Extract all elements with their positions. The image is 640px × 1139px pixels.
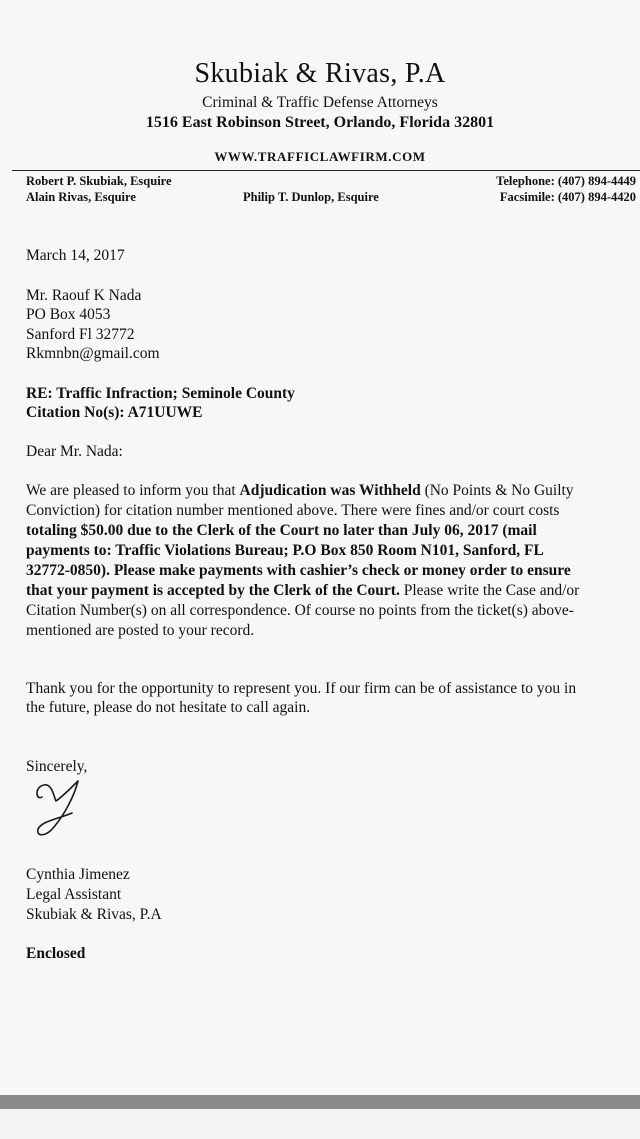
handwritten-signature xyxy=(28,775,98,841)
body-text: (mail xyxy=(498,522,537,539)
closing-line-1: Thank you for the opportunity to represent you. If our firm can be of assistance to you in xyxy=(26,680,577,697)
citation-number: Citation No(s): A71UUWE xyxy=(26,404,203,421)
signer-name: Cynthia Jimenez xyxy=(26,866,130,883)
body-line-6 xyxy=(26,581,640,602)
body-line-7: Citation Number(s) on all correspondence. Of course no points from the ticket(s) above- xyxy=(26,602,574,619)
enclosure-note: Enclosed xyxy=(26,945,86,962)
body-line-5: 32772-0850). Please make payments with cashier’s check or money order to ensure xyxy=(26,562,571,579)
closing-line-2: the future, please do not hesitate to call again. xyxy=(26,699,311,716)
fax-number: Facsimile: (407) 894-4420 xyxy=(499,190,636,204)
sign-off: Sincerely, xyxy=(26,758,88,775)
bottom-strip xyxy=(0,1109,640,1139)
firm-name: Skubiak & Rivas, P.A xyxy=(194,58,446,89)
body-text: We are pleased to inform you that xyxy=(26,482,240,499)
recipient-name: Mr. Raouf K Nada xyxy=(26,287,142,304)
attorney-rivas: Alain Rivas, Esquire xyxy=(26,190,136,204)
bottom-gray-bar xyxy=(0,1095,640,1109)
letterhead-divider xyxy=(12,170,640,171)
body-line-1 xyxy=(26,481,640,502)
recipient-email: Rkmnbn@gmail.com xyxy=(26,345,160,362)
signer-firm: Skubiak & Rivas, P.A xyxy=(26,906,162,923)
firm-tagline: Criminal & Traffic Defense Attorneys xyxy=(202,94,438,111)
firm-website: WWW.TRAFFICLAWFIRM.COM xyxy=(214,149,426,164)
attorney-dunlop: Philip T. Dunlop, Esquire xyxy=(243,190,379,204)
adjudication-phrase: Adjudication was Withheld xyxy=(239,482,421,499)
body-text: (No Points & No Guilty xyxy=(420,482,574,499)
telephone-number: Telephone: (407) 894-4449 xyxy=(496,174,636,188)
re-subject: RE: Traffic Infraction; Seminole County xyxy=(26,385,295,402)
firm-address: 1516 East Robinson Street, Orlando, Florida 32801 xyxy=(145,114,495,131)
body-text: Please write the Case and/or xyxy=(399,582,580,599)
body-line-3 xyxy=(26,521,640,542)
body-line-2: Conviction) for citation number mentioned above. There were fines and/or court costs xyxy=(26,502,560,519)
attorney-skubiak: Robert P. Skubiak, Esquire xyxy=(26,174,172,188)
body-line-4: payments to: Traffic Violations Bureau; P.O Box 850 Room N101, Sanford, FL xyxy=(26,542,544,559)
salutation: Dear Mr. Nada: xyxy=(26,443,123,460)
body-line-8: mentioned are posted to your record. xyxy=(26,622,255,639)
payment-amount-deadline: totaling $50.00 due to the Clerk of the Court no later than July 06, 2017 xyxy=(26,522,499,539)
letter-date: March 14, 2017 xyxy=(26,247,125,264)
recipient-city: Sanford Fl 32772 xyxy=(26,326,135,343)
signer-title: Legal Assistant xyxy=(26,886,122,903)
payment-instruction: that your payment is accepted by the Clerk of the Court. xyxy=(26,582,400,599)
recipient-po-box: PO Box 4053 xyxy=(26,306,111,323)
